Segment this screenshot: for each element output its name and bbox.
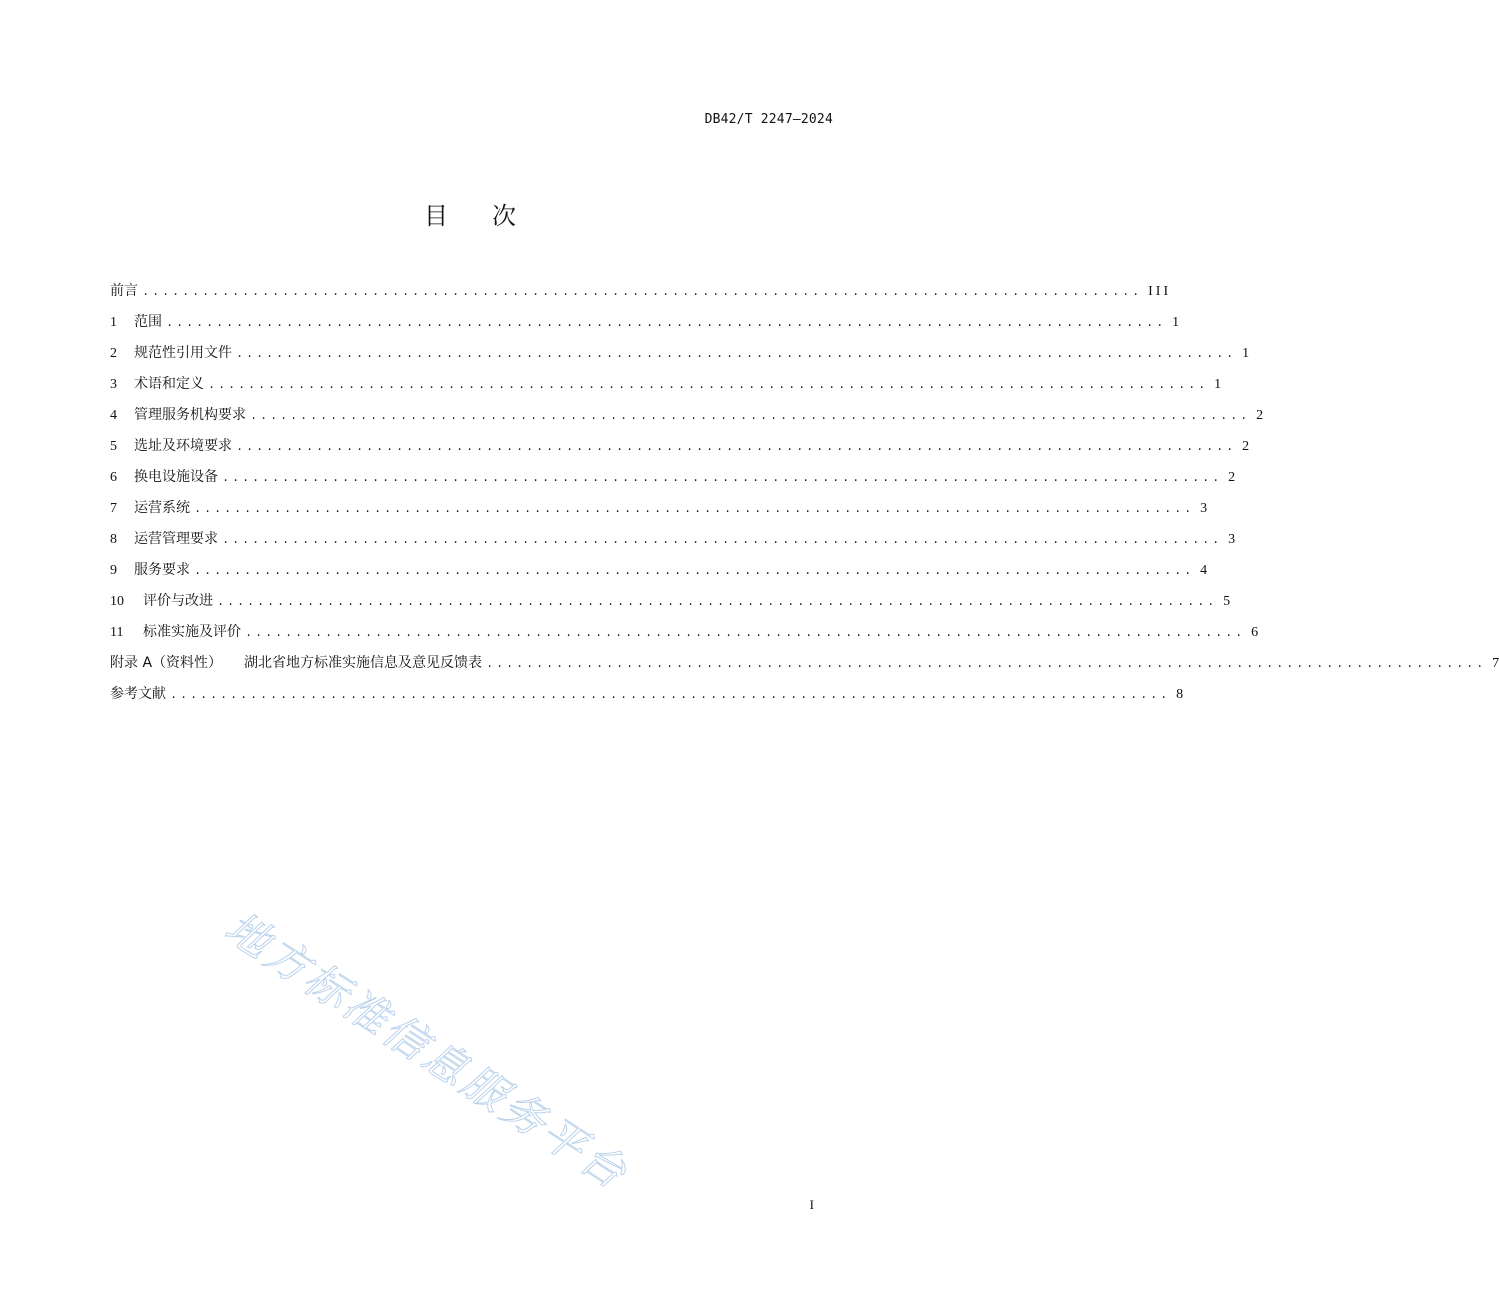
toc-entry-terms-definitions[interactable]	[110, 373, 1222, 404]
toc-entry-number: 2	[110, 346, 117, 361]
toc-entry-page: 2	[1228, 470, 1236, 485]
table-of-contents	[110, 280, 1499, 714]
toc-entry-page: 8	[1176, 687, 1184, 702]
dot-leader: ....................................................................................................	[250, 409, 1251, 423]
toc-entry-swap-facilities[interactable]	[110, 466, 1236, 497]
toc-entry-label: 评价与改进	[143, 593, 213, 609]
dot-leader: ....................................................................................................	[194, 502, 1195, 516]
toc-entry-number: 4	[110, 408, 117, 423]
toc-entry-label: 湖北省地方标准实施信息及意见反馈表	[244, 655, 483, 671]
toc-entry-scope[interactable]	[110, 311, 1180, 342]
toc-entry-page: 1	[1172, 315, 1180, 330]
dot-leader: ....................................................................................................	[236, 347, 1237, 361]
dot-leader: ....................................................................................................	[217, 595, 1218, 609]
toc-entry-label: 服务要求	[134, 562, 190, 578]
toc-entry-page: 3	[1200, 501, 1208, 516]
document-code: DB42/T 2247—2024	[704, 112, 833, 127]
toc-entry-operation-system[interactable]	[110, 497, 1208, 528]
toc-entry-number: 8	[110, 532, 117, 547]
toc-entry-site-environment[interactable]	[110, 435, 1250, 466]
toc-entry-label: 范围	[134, 314, 162, 330]
dot-leader: ....................................................................................................	[166, 316, 1167, 330]
toc-title: 目次	[424, 202, 560, 230]
page-number: I	[809, 1197, 814, 1212]
toc-entry-service-requirements[interactable]	[110, 559, 1208, 590]
toc-entry-label: 术语和定义	[134, 376, 204, 392]
toc-entry-label: 运营管理要求	[134, 531, 218, 547]
toc-entry-appendix-prefix: 附录 A（资料性）	[110, 655, 223, 671]
toc-entry-foreword[interactable]	[110, 280, 1172, 311]
toc-entry-number: 6	[110, 470, 117, 485]
dot-leader: ....................................................................................................	[236, 440, 1237, 454]
toc-entry-number: 11	[110, 625, 124, 640]
dot-leader: ....................................................................................................	[208, 378, 1209, 392]
toc-entry-appendix-a[interactable]	[110, 652, 1499, 683]
toc-entry-page: 1	[1214, 377, 1222, 392]
toc-entry-normative-references[interactable]	[110, 342, 1250, 373]
toc-entry-page: 5	[1223, 594, 1231, 609]
toc-entry-page: 4	[1200, 563, 1208, 578]
toc-entry-number: 5	[110, 439, 117, 454]
dot-leader: ....................................................................................................	[170, 688, 1171, 702]
toc-entry-page: 2	[1242, 439, 1250, 454]
toc-entry-page: 2	[1256, 408, 1264, 423]
dot-leader: ....................................................................................................	[486, 657, 1487, 671]
toc-entry-number: 10	[110, 594, 124, 609]
toc-entry-page: 7	[1492, 656, 1499, 671]
toc-entry-standard-implementation[interactable]	[110, 621, 1259, 652]
toc-entry-label: 管理服务机构要求	[134, 407, 246, 423]
toc-entry-label: 选址及环境要求	[134, 438, 232, 454]
toc-entry-label: 前言	[110, 283, 138, 299]
toc-entry-evaluation-improvement[interactable]	[110, 590, 1231, 621]
dot-leader: ....................................................................................................	[245, 626, 1246, 640]
toc-entry-number: 3	[110, 377, 117, 392]
toc-entry-page: III	[1148, 284, 1172, 299]
toc-entry-label: 标准实施及评价	[143, 624, 241, 640]
toc-entry-label: 规范性引用文件	[134, 345, 232, 361]
toc-entry-label: 运营系统	[134, 500, 190, 516]
dot-leader: ....................................................................................................	[222, 533, 1223, 547]
toc-entry-number: 7	[110, 501, 117, 516]
toc-entry-operation-management[interactable]	[110, 528, 1236, 559]
watermark: 地方标准信息服务平台	[215, 902, 638, 1201]
toc-entry-number: 9	[110, 563, 117, 578]
toc-entry-page: 6	[1251, 625, 1259, 640]
toc-entry-number: 1	[110, 315, 117, 330]
toc-entry-management-requirements[interactable]	[110, 404, 1264, 435]
toc-entry-label: 换电设施设备	[134, 469, 218, 485]
toc-entry-bibliography[interactable]	[110, 683, 1184, 714]
dot-leader: ....................................................................................................	[142, 285, 1143, 299]
toc-entry-label: 参考文献	[110, 686, 166, 702]
dot-leader: ....................................................................................................	[222, 471, 1223, 485]
toc-entry-page: 3	[1228, 532, 1236, 547]
dot-leader: ....................................................................................................	[194, 564, 1195, 578]
toc-entry-page: 1	[1242, 346, 1250, 361]
